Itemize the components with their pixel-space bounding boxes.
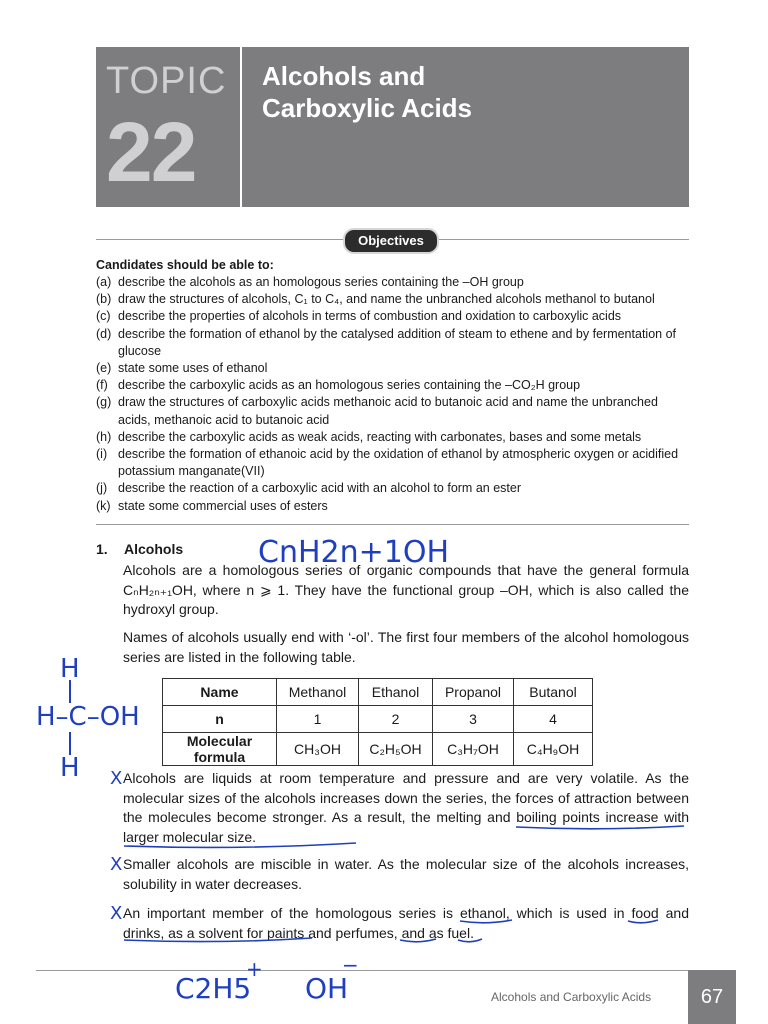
handwritten-formula: CnH2n+1OH: [258, 535, 450, 570]
handwritten-cation: C2H5: [175, 972, 252, 1005]
page-title: [262, 60, 472, 124]
table-cell: C₃H₇OH: [433, 733, 514, 766]
paragraph-general-formula: Alcohols are a homologous series of organic compounds that have the general formula CₙH₂ₙ₊₁OH, where n ⩾ 1. They have the functional group –OH, which is also called the hydroxyl group.: [123, 562, 689, 617]
table-cell: 2: [359, 706, 433, 733]
objective-item-e: (e) state some uses of ethanol: [96, 361, 268, 376]
objective-item-g: (g) draw the structures of carboxylic acids methanoic acid to butanoic acid and name the unbranched acids, methanoic acid to butanoic acid: [96, 395, 658, 427]
table-cell: Molecular formula: [163, 733, 277, 766]
table-header-cell: Methanol: [277, 679, 359, 706]
title-line-1: Alcohols and: [262, 61, 426, 91]
footer-rule: [36, 970, 688, 971]
table-cell: 4: [514, 706, 593, 733]
table-cell: n: [163, 706, 277, 733]
table-header-cell: Butanol: [514, 679, 593, 706]
handwritten-mark: X: [110, 768, 123, 789]
handwritten-cation-charge: +: [246, 957, 263, 981]
table-row: [163, 706, 593, 733]
section-rule: [96, 524, 689, 525]
objectives-intro: Candidates should be able to:: [96, 258, 274, 272]
table-header-cell: Propanol: [433, 679, 514, 706]
objective-item-h: (h) describe the carboxylic acids as weak acids, reacting with carbonates, bases and some metals: [96, 429, 642, 444]
table-cell: CH₃OH: [277, 733, 359, 766]
page-number: 67: [688, 970, 736, 1024]
table-cell: 1: [277, 706, 359, 733]
paragraph-names: Names of alcohols usually end with ‘-ol’. The first four members of the alcohol homologous series are listed in the following table.: [123, 629, 689, 665]
footer-chapter: Alcohols and Carboxylic Acids: [491, 990, 652, 1004]
objectives-badge: Objectives: [343, 228, 439, 254]
section-title: Alcohols: [124, 541, 184, 557]
handwritten-structure-top: H: [60, 654, 80, 684]
objective-item-b: (b) draw the structures of alcohols, C₁ to C₄, and name the unbranched alcohols methanol to butanol: [96, 292, 655, 307]
handwritten-structure-middle: H–C–OH: [36, 702, 140, 732]
title-line-2: Carboxylic Acids: [262, 93, 473, 123]
objective-item-a: (a) describe the alcohols as an homologous series containing the –OH group: [96, 275, 524, 289]
table-cell: 3: [433, 706, 514, 733]
handwritten-mark: X: [110, 903, 123, 924]
table-row: [163, 733, 593, 766]
objective-item-i: (i) describe the formation of ethanoic acid by the oxidation of ethanol by atmospheric oxygen or acidified potassium manganate(VII): [96, 447, 679, 479]
banner-divider: [240, 47, 242, 207]
objectives-list: [96, 274, 692, 515]
table-header-cell: Name: [163, 679, 277, 706]
handwritten-structure-bottom: H: [60, 753, 80, 783]
paragraph-solubility: Smaller alcohols are miscible in water. As the molecular size of the alcohols increases, solubility in water decreases.: [123, 856, 689, 892]
topic-label: TOPIC: [106, 60, 227, 102]
table-header-cell: Ethanol: [359, 679, 433, 706]
objective-item-f: (f) describe the carboxylic acids as an homologous series containing the –CO₂H group: [96, 378, 581, 393]
paragraph-volatility: Alcohols are liquids at room temperature and pressure and are very volatile. As the molecular sizes of the alcohols increases down the series, the forces of attraction between the molecules become stronger. As a result, the melting and boiling points increase with larger molecular size.: [123, 770, 689, 845]
objective-item-d: (d) describe the formation of ethanol by the catalysed addition of steam to ethene and by fermentation of glucose: [96, 326, 676, 358]
section-number: 1.: [96, 541, 108, 557]
objective-item-j: (j) describe the reaction of a carboxylic acid with an alcohol to form an ester: [96, 481, 521, 496]
table-cell: C₄H₉OH: [514, 733, 593, 766]
objective-item-c: (c) describe the properties of alcohols in terms of combustion and oxidation to carboxylic acids: [96, 309, 622, 324]
paragraph-ethanol: An important member of the homologous series is ethanol, which is used in food and drinks, as a solvent for paints and perfumes, and as fuel.: [123, 905, 689, 941]
handwritten-anion-charge: −: [342, 953, 359, 977]
alcohols-table: [162, 678, 593, 766]
handwritten-mark: X: [110, 854, 123, 875]
table-cell: C₂H₅OH: [359, 733, 433, 766]
objective-item-k: (k) state some commercial uses of esters: [96, 498, 328, 513]
handwritten-anion: OH: [305, 972, 349, 1005]
table-row: [163, 679, 593, 706]
topic-number: 22: [106, 105, 196, 199]
